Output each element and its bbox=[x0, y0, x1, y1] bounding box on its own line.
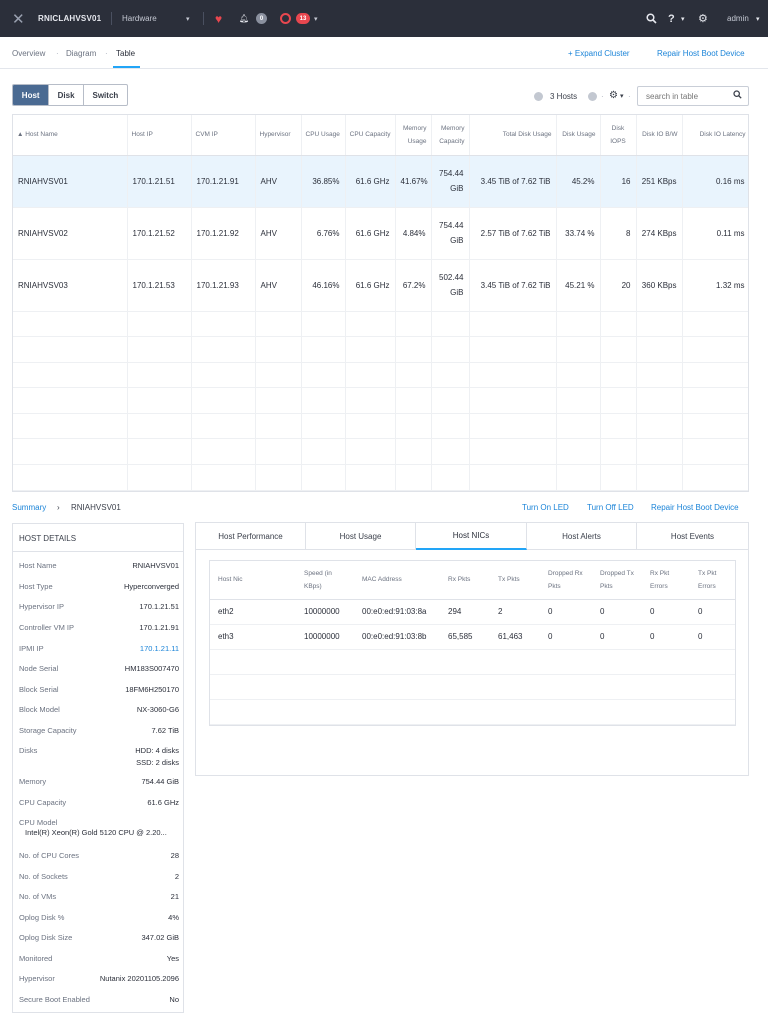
detail-label: Hypervisor IP bbox=[19, 602, 65, 611]
detail-label: Storage Capacity bbox=[19, 726, 77, 735]
gear-icon[interactable]: ⚙ bbox=[609, 90, 618, 101]
cell-dropped-tx: 0 bbox=[592, 599, 642, 624]
cell-dropped-rx: 0 bbox=[540, 599, 592, 624]
view-table-link[interactable]: Table bbox=[116, 49, 136, 58]
separator-dot: · bbox=[628, 92, 631, 101]
detail-label: No. of CPU Cores bbox=[19, 851, 80, 860]
expand-cluster-link[interactable]: + Expand Cluster bbox=[568, 49, 630, 58]
column-header-disk-usage[interactable]: Disk Usage bbox=[556, 115, 600, 155]
host-table bbox=[12, 114, 749, 492]
column-header-host-ip[interactable]: Host IP bbox=[127, 115, 191, 155]
tab-bar bbox=[196, 523, 748, 550]
column-header-dropped-tx[interactable]: Dropped Tx Pkts bbox=[592, 561, 642, 599]
detail-value: 18FM6H250170 bbox=[125, 685, 179, 694]
help-icon[interactable]: ? bbox=[668, 12, 675, 25]
cell-disk-usage: 45.21 % bbox=[556, 259, 600, 311]
column-header-disk-iops[interactable]: Disk IOPS bbox=[600, 115, 636, 155]
cell-disk-usage: 45.2% bbox=[556, 155, 600, 207]
empty-row bbox=[13, 337, 749, 363]
detail-label: CPU Capacity bbox=[19, 798, 67, 807]
cell-dropped-rx: 0 bbox=[540, 624, 592, 649]
cell-disk-io-latency: 0.11 ms bbox=[682, 207, 749, 259]
tab-host-performance[interactable]: Host Performance bbox=[196, 523, 306, 550]
host-nics-table bbox=[209, 560, 736, 726]
table-row[interactable] bbox=[210, 624, 736, 649]
cell-disk-io-bw: 360 KBps bbox=[636, 259, 682, 311]
cell-hypervisor: AHV bbox=[255, 259, 301, 311]
cell-memory-usage: 41.67% bbox=[395, 155, 431, 207]
cell-tx-errors: 0 bbox=[690, 624, 736, 649]
cell-host-ip: 170.1.21.51 bbox=[127, 155, 191, 207]
column-header-dropped-rx[interactable]: Dropped Rx Pkts bbox=[540, 561, 592, 599]
cell-tx-errors: 0 bbox=[690, 599, 736, 624]
tab-host-alerts[interactable]: Host Alerts bbox=[527, 523, 637, 550]
cell-host-name[interactable]: RNIAHVSV02 bbox=[13, 207, 127, 259]
tab-host-nics[interactable]: Host NICs bbox=[416, 523, 527, 550]
detail-label: Controller VM IP bbox=[19, 623, 75, 632]
detail-value: HM183S007470 bbox=[124, 664, 179, 673]
detail-label: Host Name bbox=[19, 561, 57, 570]
column-header-speed[interactable]: Speed (in KBps) bbox=[296, 561, 354, 599]
separator-dot: · bbox=[56, 49, 59, 58]
cell-rx-errors: 0 bbox=[642, 624, 690, 649]
cell-disk-io-latency: 1.32 ms bbox=[682, 259, 749, 311]
column-header-cpu-usage[interactable]: CPU Usage bbox=[301, 115, 345, 155]
cell-cpu-capacity: 61.6 GHz bbox=[345, 259, 395, 311]
detail-value: Intel(R) Xeon(R) Gold 5120 CPU @ 2.20... bbox=[25, 828, 167, 837]
search-icon[interactable] bbox=[646, 0, 657, 37]
chevron-down-icon[interactable]: ▾ bbox=[681, 15, 685, 23]
cell-speed: 10000000 bbox=[296, 624, 354, 649]
empty-row bbox=[13, 388, 749, 414]
chevron-down-icon[interactable]: ▾ bbox=[620, 93, 624, 100]
empty-row bbox=[13, 413, 749, 439]
detail-label: Secure Boot Enabled bbox=[19, 995, 90, 1004]
view-navigation bbox=[0, 37, 768, 69]
column-header-total-disk-usage[interactable]: Total Disk Usage bbox=[469, 115, 556, 155]
summary-host-name: RNIAHVSV01 bbox=[71, 503, 121, 512]
main-menu-dropdown[interactable]: Hardware bbox=[122, 14, 157, 23]
bell-icon[interactable]: 🔔︎ bbox=[239, 14, 250, 23]
cell-disk-usage: 33.74 % bbox=[556, 207, 600, 259]
detail-label: No. of VMs bbox=[19, 892, 57, 901]
cell-mac-address: 00:e0:ed:91:03:8a bbox=[354, 599, 440, 624]
hosts-count: 3 Hosts bbox=[550, 92, 578, 101]
ipmi-ip-link[interactable]: 170.1.21.11 bbox=[139, 644, 179, 653]
table-row[interactable] bbox=[210, 599, 736, 624]
detail-value: Yes bbox=[166, 954, 179, 963]
search-icon[interactable] bbox=[733, 90, 742, 101]
table-row[interactable] bbox=[13, 155, 749, 207]
cell-cvm-ip: 170.1.21.92 bbox=[191, 207, 255, 259]
cell-host-ip: 170.1.21.52 bbox=[127, 207, 191, 259]
cell-memory-usage: 67.2% bbox=[395, 259, 431, 311]
cell-host-nic: eth2 bbox=[210, 599, 296, 624]
column-header-disk-io-latency[interactable]: Disk IO Latency bbox=[682, 115, 749, 155]
detail-value: 61.6 GHz bbox=[147, 798, 179, 807]
detail-label: Hypervisor bbox=[19, 974, 55, 983]
notifications-count-badge[interactable]: 0 bbox=[256, 13, 267, 24]
detail-value: 347.02 GiB bbox=[141, 933, 179, 942]
empty-row bbox=[13, 362, 749, 388]
gear-icon[interactable]: ⚙ bbox=[698, 13, 708, 25]
info-icon[interactable] bbox=[534, 92, 543, 101]
detail-value: Nutanix 20201105.2096 bbox=[99, 974, 179, 983]
empty-row bbox=[210, 674, 736, 699]
alerts-ring-icon[interactable] bbox=[280, 13, 291, 24]
column-header-memory-usage[interactable]: Memory Usage bbox=[395, 115, 431, 155]
chevron-right-icon: › bbox=[57, 503, 60, 512]
empty-row bbox=[13, 311, 749, 337]
column-header-host-nic[interactable]: Host Nic bbox=[210, 561, 296, 599]
host-details-title: HOST DETAILS bbox=[13, 524, 183, 552]
cell-cvm-ip: 170.1.21.93 bbox=[191, 259, 255, 311]
empty-row bbox=[210, 649, 736, 674]
summary-link[interactable]: Summary bbox=[12, 503, 47, 512]
column-header-tx-pkts[interactable]: Tx Pkts bbox=[490, 561, 540, 599]
detail-value: 7.62 TiB bbox=[151, 726, 179, 735]
detail-label: Disks bbox=[19, 746, 38, 755]
table-header-row bbox=[210, 561, 736, 599]
detail-value: HDD: 4 disks bbox=[135, 746, 179, 755]
detail-value: 2 bbox=[174, 872, 179, 881]
host-details-panel bbox=[12, 523, 184, 1013]
table-search bbox=[637, 86, 749, 106]
separator-dot: · bbox=[601, 92, 604, 101]
segment-switch[interactable]: Switch bbox=[92, 90, 119, 100]
divider bbox=[111, 12, 112, 25]
cell-hypervisor: AHV bbox=[255, 155, 301, 207]
tab-host-usage[interactable]: Host Usage bbox=[306, 523, 416, 550]
cell-speed: 10000000 bbox=[296, 599, 354, 624]
detail-label: IPMI IP bbox=[19, 644, 44, 653]
host-tabs-panel bbox=[195, 522, 749, 776]
detail-label: Monitored bbox=[19, 954, 53, 963]
divider bbox=[203, 12, 204, 25]
table-search-input[interactable] bbox=[638, 87, 728, 105]
cell-disk-io-bw: 274 KBps bbox=[636, 207, 682, 259]
cell-disk-iops: 8 bbox=[600, 207, 636, 259]
detail-value: SSD: 2 disks bbox=[136, 758, 179, 767]
info-icon[interactable] bbox=[588, 92, 597, 101]
cell-disk-iops: 16 bbox=[600, 155, 636, 207]
cell-total-disk-usage: 3.45 TiB of 7.62 TiB bbox=[469, 155, 556, 207]
detail-label: CPU Model bbox=[19, 818, 58, 827]
column-header-cpu-capacity[interactable]: CPU Capacity bbox=[345, 115, 395, 155]
column-header-host-name[interactable]: ▲ Host Name bbox=[13, 115, 127, 155]
active-view-indicator bbox=[113, 66, 140, 68]
turn-off-led-link[interactable]: Turn Off LED bbox=[587, 503, 634, 512]
column-header-rx-pkts[interactable]: Rx Pkts bbox=[440, 561, 490, 599]
cell-host-name[interactable]: RNIAHVSV03 bbox=[13, 259, 127, 311]
detail-label: Oplog Disk Size bbox=[19, 933, 73, 942]
view-overview-link[interactable]: Overview bbox=[12, 49, 46, 58]
entity-type-switcher bbox=[12, 84, 128, 106]
user-menu[interactable]: admin bbox=[727, 14, 749, 23]
column-header-rx-errors[interactable]: Rx Pkt Errors bbox=[642, 561, 690, 599]
turn-on-led-link[interactable]: Turn On LED bbox=[522, 503, 569, 512]
cell-memory-capacity: 754.44 GiB bbox=[431, 155, 469, 207]
cell-rx-errors: 0 bbox=[642, 599, 690, 624]
repair-host-boot-device-link[interactable]: Repair Host Boot Device bbox=[651, 503, 739, 512]
top-bar bbox=[0, 0, 768, 37]
cell-tx-pkts: 61,463 bbox=[490, 624, 540, 649]
detail-label: Block Model bbox=[19, 705, 60, 714]
empty-row bbox=[210, 699, 736, 724]
cell-total-disk-usage: 2.57 TiB of 7.62 TiB bbox=[469, 207, 556, 259]
detail-value: RNIAHVSV01 bbox=[132, 561, 179, 570]
empty-row bbox=[13, 439, 749, 465]
detail-value: 28 bbox=[170, 851, 179, 860]
detail-label: Oplog Disk % bbox=[19, 913, 65, 922]
chevron-down-icon[interactable]: ▾ bbox=[756, 15, 760, 23]
detail-value: 754.44 GiB bbox=[141, 777, 179, 786]
column-header-cvm-ip[interactable]: CVM IP bbox=[191, 115, 255, 155]
cell-memory-capacity: 754.44 GiB bbox=[431, 207, 469, 259]
detail-label: Node Serial bbox=[19, 664, 59, 673]
table-row[interactable] bbox=[13, 259, 749, 311]
cell-cpu-capacity: 61.6 GHz bbox=[345, 155, 395, 207]
cell-rx-pkts: 65,585 bbox=[440, 624, 490, 649]
cell-memory-capacity: 502.44 GiB bbox=[431, 259, 469, 311]
detail-label: No. of Sockets bbox=[19, 872, 68, 881]
summary-bar bbox=[12, 503, 752, 517]
cell-cpu-usage: 6.76% bbox=[301, 207, 345, 259]
cell-hypervisor: AHV bbox=[255, 207, 301, 259]
detail-label: Memory bbox=[19, 777, 47, 786]
cell-rx-pkts: 294 bbox=[440, 599, 490, 624]
detail-value: Hyperconverged bbox=[123, 582, 179, 591]
detail-value: 21 bbox=[170, 892, 179, 901]
cell-memory-usage: 4.84% bbox=[395, 207, 431, 259]
detail-label: Host Type bbox=[19, 582, 53, 591]
nutanix-logo-icon[interactable]: ✕ bbox=[12, 10, 25, 28]
cell-host-name[interactable]: RNIAHVSV01 bbox=[13, 155, 127, 207]
column-header-mac-address[interactable]: MAC Address bbox=[354, 561, 440, 599]
view-diagram-link[interactable]: Diagram bbox=[66, 49, 97, 58]
detail-value: 4% bbox=[168, 913, 179, 922]
cell-cpu-usage: 46.16% bbox=[301, 259, 345, 311]
column-header-disk-io-bw[interactable]: Disk IO B/W bbox=[636, 115, 682, 155]
cell-host-ip: 170.1.21.53 bbox=[127, 259, 191, 311]
cluster-name[interactable]: RNICLAHVSV01 bbox=[38, 14, 102, 23]
table-row[interactable] bbox=[13, 207, 749, 259]
column-header-hypervisor[interactable]: Hypervisor bbox=[255, 115, 301, 155]
segment-host[interactable]: Host bbox=[13, 85, 49, 105]
chevron-down-icon[interactable]: ▾ bbox=[314, 15, 318, 23]
detail-value: 170.1.21.51 bbox=[139, 602, 179, 611]
cell-cvm-ip: 170.1.21.91 bbox=[191, 155, 255, 207]
cell-disk-iops: 20 bbox=[600, 259, 636, 311]
detail-label: Block Serial bbox=[19, 685, 59, 694]
cell-total-disk-usage: 3.45 TiB of 7.62 TiB bbox=[469, 259, 556, 311]
cell-mac-address: 00:e0:ed:91:03:8b bbox=[354, 624, 440, 649]
detail-value: 170.1.21.91 bbox=[139, 623, 179, 632]
cell-cpu-usage: 36.85% bbox=[301, 155, 345, 207]
separator-dot: · bbox=[105, 49, 108, 58]
cell-cpu-capacity: 61.6 GHz bbox=[345, 207, 395, 259]
cell-dropped-tx: 0 bbox=[592, 624, 642, 649]
column-header-memory-capacity[interactable]: Memory Capacity bbox=[431, 115, 469, 155]
repair-host-boot-device-link[interactable]: Repair Host Boot Device bbox=[657, 49, 745, 58]
cell-tx-pkts: 2 bbox=[490, 599, 540, 624]
chevron-down-icon[interactable]: ▾ bbox=[186, 15, 190, 23]
table-header-row bbox=[13, 115, 749, 155]
cell-disk-io-bw: 251 KBps bbox=[636, 155, 682, 207]
segment-disk[interactable]: Disk bbox=[49, 85, 83, 105]
empty-row bbox=[13, 465, 749, 491]
health-heart-icon[interactable]: ♥ bbox=[215, 11, 223, 26]
cell-host-nic: eth3 bbox=[210, 624, 296, 649]
column-header-tx-errors[interactable]: Tx Pkt Errors bbox=[690, 561, 736, 599]
tab-host-events[interactable]: Host Events bbox=[670, 532, 715, 541]
detail-value: No bbox=[169, 995, 179, 1004]
detail-value: NX-3060-G6 bbox=[136, 705, 179, 714]
alerts-count-badge[interactable]: 13 bbox=[296, 13, 310, 24]
cell-disk-io-latency: 0.16 ms bbox=[682, 155, 749, 207]
